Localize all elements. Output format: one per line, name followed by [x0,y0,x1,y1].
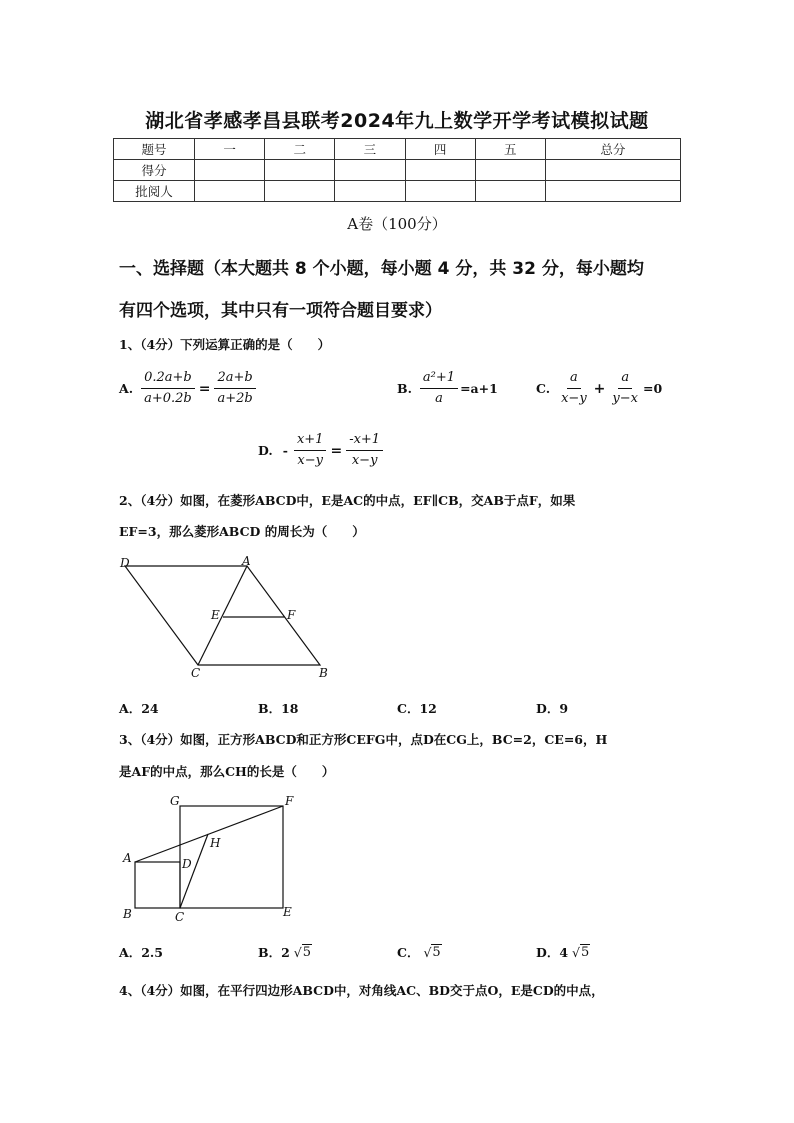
label-e: E [211,608,220,622]
label-f: F [285,794,294,808]
label-d: D [120,556,130,570]
q1-option-d: D. - $\frac{x+1}{x-y}$ = $\frac{-x+1}{x-y}$ [258,432,385,469]
label-d: D [182,857,192,871]
fraction: $\frac{0.2a+b}{a+0.2b}$ [141,370,195,407]
label-g: G [170,794,180,808]
rhombus-figure [115,553,335,683]
label-b: B [319,666,328,680]
fraction: $\frac{\text{a²+1}}{a}$ [420,370,458,407]
table-row: 批阅人 [114,181,681,202]
table-row: 得分 [114,160,681,181]
q1-option-c: C. $\frac{a}{x-y}$ + $\frac{a}{y-x}$ =0 [536,370,663,406]
q1-option-b: B. $\frac{\text{a²+1}}{a}$ =a+1 [397,370,498,406]
q2-option-d: D．9 [536,701,569,716]
label-e: E [283,905,292,919]
label-a: A [123,851,132,865]
section-heading-line1: 一、选择题（本大题共 8 个小题，每小题 4 分，共 32 分，每小题均 [119,259,644,279]
fraction: $\frac{a}{x-y}$ [561,370,587,406]
section-heading-line2: 有四个选项，其中只有一项符合题目要求） [119,301,442,321]
section-a-heading: A卷（100分） [347,215,447,233]
label-a: A [242,554,251,568]
q1-option-a: A. $\frac{0.2a+b}{a+0.2b}$ = $\frac{2a+b}{a+2b}$ [119,370,258,407]
q2-option-c: C．12 [397,701,437,716]
table-row: 题号 一 二 三 四 五 总分 [114,139,681,160]
score-table [113,138,681,202]
label-b: B [123,907,132,921]
square-cefg [180,806,283,908]
question-2-stem-line1: 2、（4分）如图，在菱形ABCD中，E是AC的中点，EF∥CB，交AB于点F，如果 [119,493,576,508]
fraction: $\frac{-x+1}{x-y}$ [346,432,383,469]
label-c: C [175,910,185,924]
label-h: H [210,836,221,850]
label-c: C [191,666,201,680]
fraction: $\frac{2a+b}{a+2b}$ [214,370,255,407]
segment-af [135,806,283,862]
q3-option-c: C． √ 5 [397,944,441,960]
q3-option-a: A．2.5 [119,945,163,960]
question-1-stem: 1、（4分）下列运算正确的是（ ） [119,337,331,352]
question-3-stem-line1: 3、（4分）如图，正方形ABCD和正方形CEFG中，点D在CG上，BC=2，CE=6，H [119,732,608,747]
q2-option-b: B．18 [258,701,299,716]
squares-figure [115,790,315,925]
question-3-stem-line2: 是AF的中点，那么CH的长是（ ） [119,764,335,779]
q3-option-d: D．4 √ 5 [536,944,590,960]
question-2-stem-line2: EF=3，那么菱形ABCD 的周长为（ ） [119,524,365,539]
fraction: $\frac{a}{y-x}$ [612,370,638,406]
square-abcd [135,862,180,908]
q2-option-a: A．24 [119,701,159,716]
diagonal-ac [198,566,247,665]
question-4-stem-line1: 4、（4分）如图，在平行四边形ABCD中，对角线AC、BD交于点O，E是CD的中点， [119,983,604,998]
label-f: F [287,608,296,622]
fraction: $\frac{x+1}{x-y}$ [294,432,327,469]
segment-ch [180,834,208,908]
q3-option-b: B．2 √ 5 [258,944,312,960]
page-title: 湖北省孝感孝昌县联考2024年九上数学开学考试模拟试题 [145,110,649,132]
